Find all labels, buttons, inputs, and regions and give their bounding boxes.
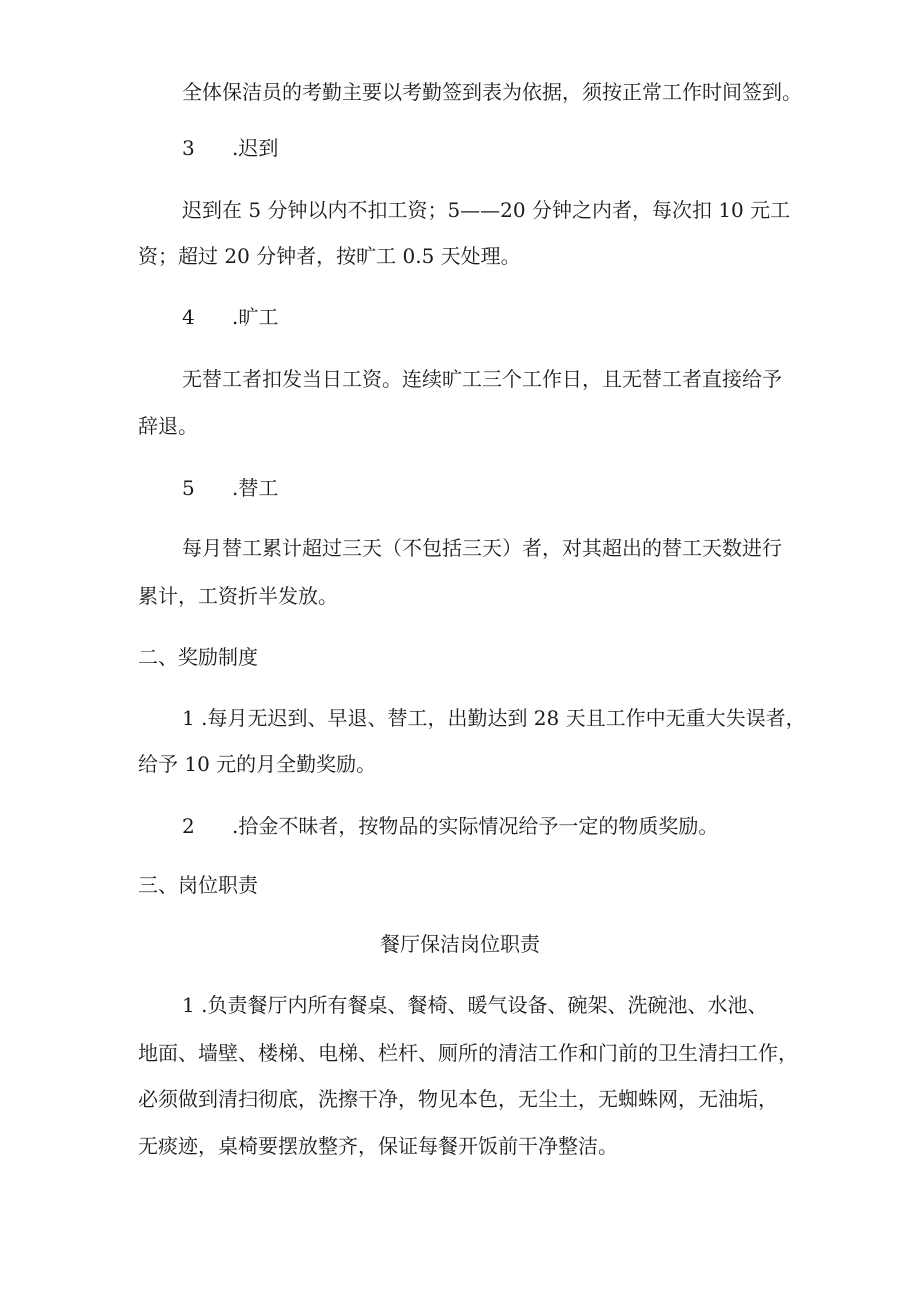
substitute-heading: .替工: [232, 476, 279, 500]
absence-heading: .旷工: [232, 305, 279, 329]
section-reward-heading: 二、奖励制度: [138, 645, 258, 669]
item-number-2: 2: [182, 814, 195, 838]
item-number-3: 3: [182, 136, 195, 160]
late-paragraph-line-1: 迟到在 5 分钟以内不扣工资；5——20 分钟之内者，每次扣 10 元工: [182, 198, 791, 222]
late-heading: .迟到: [232, 136, 279, 160]
duty-1-line-4: 无痰迹，桌椅要摆放整齐，保证每餐开饭前干净整洁。: [138, 1134, 618, 1158]
substitute-paragraph-line-2: 累计，工资折半发放。: [138, 584, 338, 608]
absence-paragraph-line-1: 无替工者扣发当日工资。连续旷工三个工作日，且无替工者直接给予: [182, 367, 782, 391]
reward-2-text: .拾金不昧者，按物品的实际情况给予一定的物质奖励。: [232, 814, 719, 838]
reward-1-line-1: 1 .每月无迟到、早退、替工，出勤达到 28 天且工作中无重大失误者，: [182, 706, 806, 730]
attendance-paragraph: 全体保洁员的考勤主要以考勤签到表为依据，须按正常工作时间签到。: [182, 80, 802, 104]
item-number-5: 5: [182, 476, 195, 500]
reward-1-line-2: 给予 10 元的月全勤奖励。: [138, 752, 377, 776]
substitute-paragraph-line-1: 每月替工累计超过三天（不包括三天）者，对其超出的替工天数进行: [182, 536, 782, 560]
section-duty-heading: 三、岗位职责: [138, 873, 258, 897]
duty-1-line-3: 必须做到清扫彻底，洗擦干净，物见本色，无尘土，无蜘蛛网，无油垢，: [138, 1087, 778, 1111]
item-number-4: 4: [182, 305, 195, 329]
late-paragraph-line-2: 资；超过 20 分钟者，按旷工 0.5 天处理。: [138, 244, 521, 268]
duty-1-line-2: 地面、墙壁、楼梯、电梯、栏杆、厕所的清洁工作和门前的卫生清扫工作，: [138, 1041, 798, 1065]
duty-1-line-1: 1 .负责餐厅内所有餐桌、餐椅、暖气设备、碗架、洗碗池、水池、: [182, 993, 768, 1017]
absence-paragraph-line-2: 辞退。: [138, 414, 198, 438]
subsection-title: 餐厅保洁岗位职责: [380, 932, 540, 956]
